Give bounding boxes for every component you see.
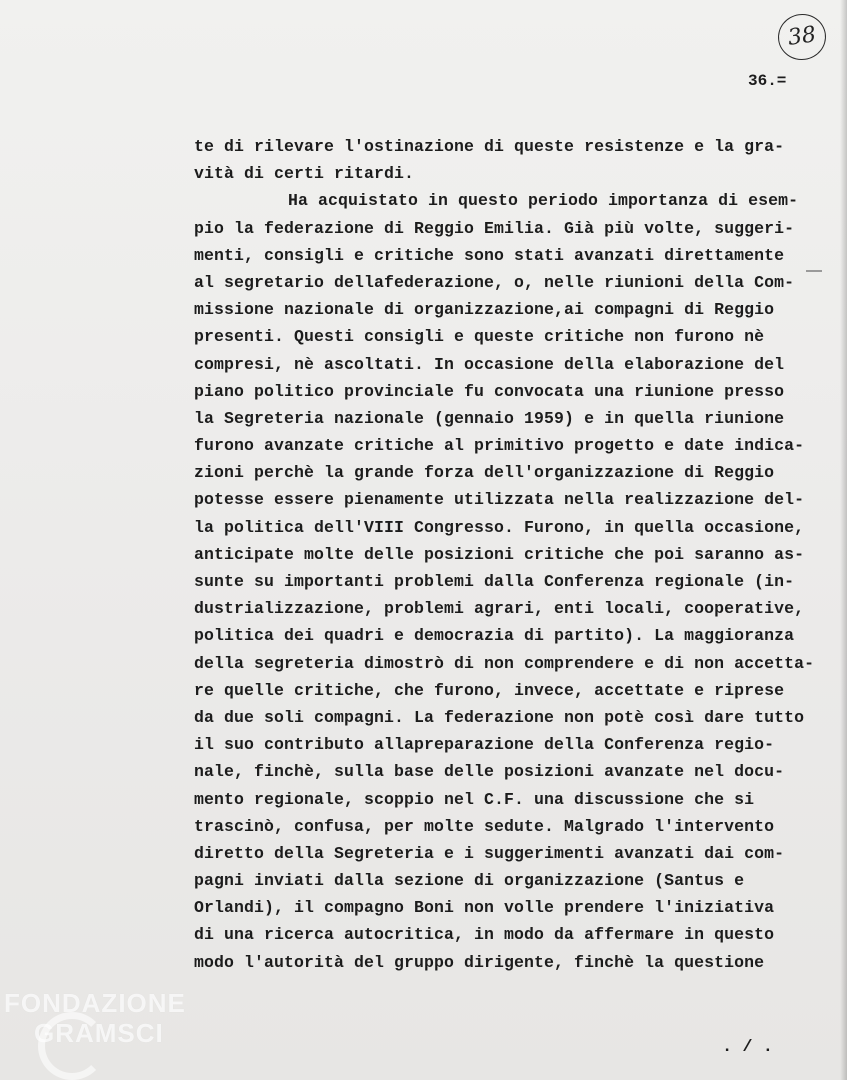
text-line: mento regionale, scoppio nel C.F. una discussione che si	[194, 789, 755, 809]
text-line: la politica dell'VIII Congresso. Furono, in quella occasione,	[194, 517, 805, 537]
text-line: Orlandi), il compagno Boni non volle prendere l'iniziativa	[194, 898, 775, 918]
typewritten-text-body	[194, 133, 815, 976]
text-line: della segreteria dimostrò di non comprendere e di non accetta-	[194, 653, 815, 673]
text-line: presenti. Questi consigli e queste critiche non furono nè	[194, 327, 765, 347]
text-line: di una ricerca autocritica, in modo da affermare in questo	[194, 925, 775, 945]
text-line: pagni inviati dalla sezione di organizzazione (Santus e	[194, 871, 745, 891]
text-line: zioni perchè la grande forza dell'organizzazione di Reggio	[194, 463, 775, 483]
text-line: diretto della Segreteria e i suggerimenti avanzati dai com-	[194, 843, 785, 863]
text-line: Ha acquistato in questo periodo importanza di esem-	[288, 191, 799, 211]
margin-mark	[806, 270, 822, 272]
text-line: compresi, nè ascoltati. In occasione della elaborazione del	[194, 354, 785, 374]
watermark-g-icon	[38, 1012, 106, 1080]
text-line: sunte su importanti problemi dalla Conferenza regionale (in-	[194, 572, 795, 591]
text-line: re quelle critiche, che furono, invece, accettate e riprese	[194, 680, 785, 700]
text-line: al segretario dellafederazione, o, nelle riunioni della Com-	[194, 272, 795, 292]
text-line: la Segreteria nazionale (gennaio 1959) e in quella riunione	[194, 408, 785, 428]
text-line: nale, finchè, sulla base delle posizioni avanzate nel docu-	[194, 762, 785, 782]
continuation-mark: . / .	[722, 1038, 774, 1057]
text-line: menti, consigli e critiche sono stati avanzati direttamente	[194, 245, 785, 265]
text-line: vità di certi ritardi.	[194, 164, 415, 184]
text-line: il suo contributo allapreparazione della Conferenza regio-	[194, 735, 775, 755]
watermark-line-1: FONDAZIONE	[4, 988, 186, 1018]
text-line: trascinò, confusa, per molte sedute. Malgrado l'intervento	[194, 816, 775, 836]
text-line: missione nazionale di organizzazione,ai compagni di Reggio	[194, 300, 775, 320]
page-edge-shadow	[840, 0, 847, 1080]
text-line: anticipate molte delle posizioni critiche che poi saranno as-	[194, 544, 805, 564]
watermark-logo	[4, 988, 186, 1048]
text-line: politica dei quadri e democrazia di partito). La maggioranza	[194, 626, 795, 646]
watermark-line-2: GRAMSCI	[34, 1018, 164, 1048]
page-number: 36.=	[748, 72, 787, 90]
text-line: dustrializzazione, problemi agrari, enti locali, cooperative,	[194, 599, 805, 619]
text-line: potesse essere pienamente utilizzata nella realizzazione del-	[194, 490, 805, 510]
text-line: da due soli compagni. La federazione non potè così dare tutto	[194, 707, 805, 727]
archive-number-stamp: 38	[775, 11, 829, 63]
text-line: modo l'autorità del gruppo dirigente, finchè la questione	[194, 952, 765, 972]
text-line: furono avanzate critiche al primitivo progetto e date indica-	[194, 436, 805, 456]
text-line: te di rilevare l'ostinazione di queste resistenze e la gra-	[194, 137, 785, 156]
text-line: pio la federazione di Reggio Emilia. Già più volte, suggeri-	[194, 218, 795, 238]
text-line: piano politico provinciale fu convocata una riunione presso	[194, 381, 785, 401]
